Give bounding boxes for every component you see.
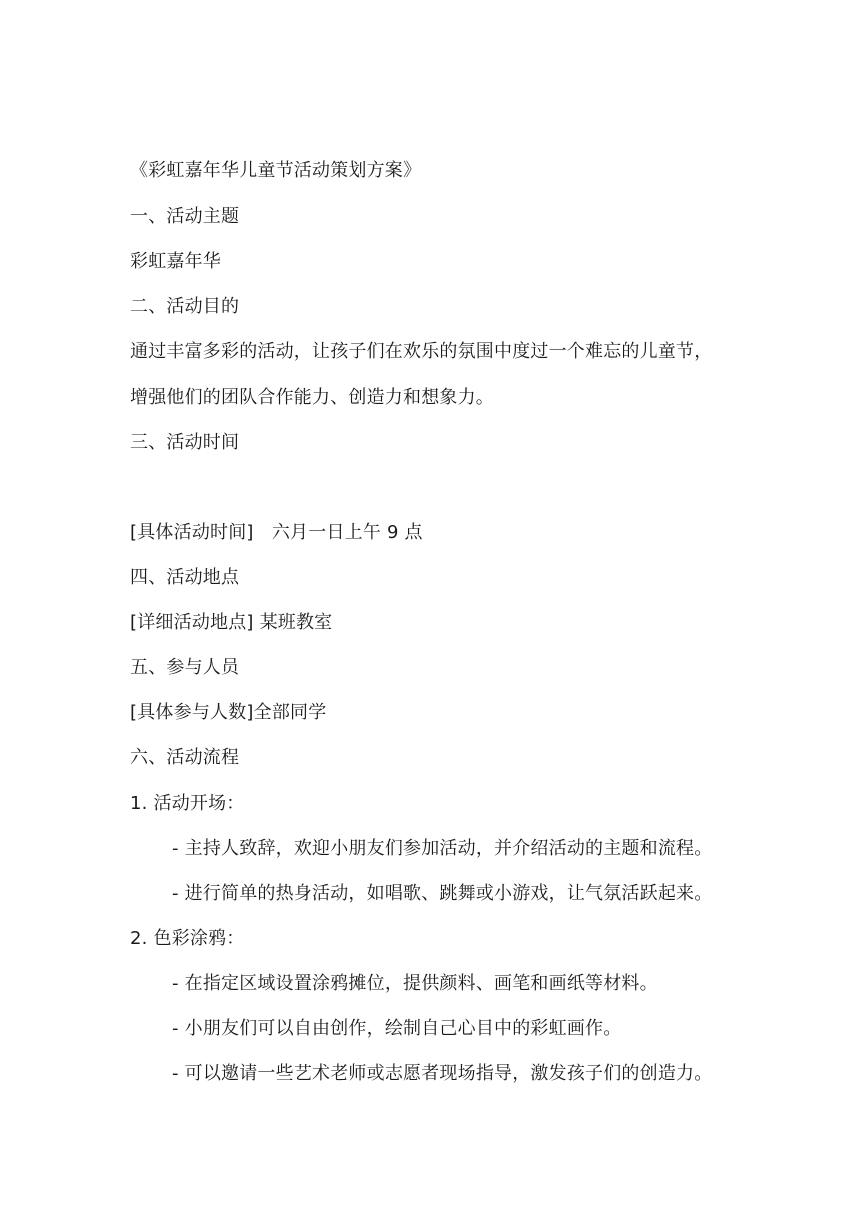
purpose-body-line-1: 通过丰富多彩的活动，让孩子们在欢乐的氛围中度过一个难忘的儿童节， bbox=[130, 341, 713, 362]
theme-body: 彩虹嘉年华 bbox=[130, 251, 221, 272]
document-title: 《彩虹嘉年华儿童节活动策划方案》 bbox=[130, 160, 422, 181]
step-2-item: - 小朋友们可以自由创作，绘制自己心目中的彩虹画作。 bbox=[172, 1018, 622, 1039]
step-2-title: 2. 色彩涂鸦： bbox=[130, 928, 245, 949]
participants-heading: 五、参与人员 bbox=[130, 657, 240, 678]
location-body: [详细活动地点] 某班教室 bbox=[130, 612, 333, 633]
theme-heading: 一、活动主题 bbox=[130, 206, 240, 227]
participants-body: [具体参与人数]全部同学 bbox=[130, 702, 327, 723]
time-body: [具体活动时间] 六月一日上午 9 点 bbox=[130, 522, 423, 543]
process-heading: 六、活动流程 bbox=[130, 747, 240, 768]
step-1-item: - 主持人致辞，欢迎小朋友们参加活动，并介绍活动的主题和流程。 bbox=[172, 838, 713, 859]
purpose-body-line-2: 增强他们的团队合作能力、创造力和想象力。 bbox=[130, 387, 494, 408]
step-1-title: 1. 活动开场： bbox=[130, 793, 245, 814]
purpose-heading: 二、活动目的 bbox=[130, 296, 240, 317]
step-2-item: - 在指定区域设置涂鸦摊位，提供颜料、画笔和画纸等材料。 bbox=[172, 973, 658, 994]
time-heading: 三、活动时间 bbox=[130, 432, 240, 453]
location-heading: 四、活动地点 bbox=[130, 567, 240, 588]
step-2-item: - 可以邀请一些艺术老师或志愿者现场指导，激发孩子们的创造力。 bbox=[172, 1063, 713, 1084]
step-1-item: - 进行简单的热身活动，如唱歌、跳舞或小游戏，让气氛活跃起来。 bbox=[172, 883, 713, 904]
